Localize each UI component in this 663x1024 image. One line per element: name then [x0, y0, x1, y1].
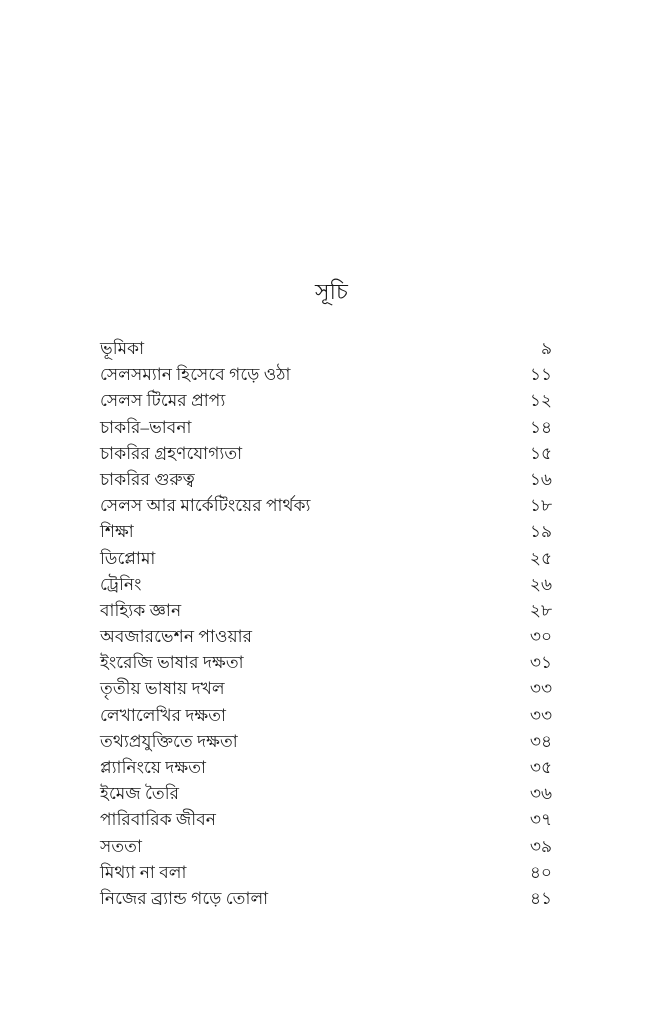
toc-entry-title: সেলস টিমের প্রাপ্য	[100, 391, 226, 411]
toc-entry-page-number: ৯	[540, 339, 552, 358]
toc-entry[interactable]	[100, 650, 552, 676]
toc-entry-page-number: ১৮	[529, 496, 552, 516]
toc-entry[interactable]	[100, 362, 552, 388]
toc-entry[interactable]	[100, 467, 552, 493]
toc-entry[interactable]	[100, 493, 552, 519]
toc-entry[interactable]	[100, 336, 552, 362]
toc-entry-page-number: ১৫	[529, 443, 552, 463]
toc-entry[interactable]	[100, 807, 552, 833]
toc-entry[interactable]	[100, 572, 552, 598]
toc-entry[interactable]	[100, 415, 552, 441]
toc-entry[interactable]	[100, 388, 552, 414]
toc-entry-page-number: ৩৫	[529, 758, 552, 777]
toc-entry-title: ডিপ্লোমা	[100, 548, 156, 568]
toc-entry[interactable]	[100, 755, 552, 781]
toc-entry-title: বাহ্যিক জ্ঞান	[100, 600, 182, 620]
toc-entry-title: সততা	[100, 836, 142, 856]
toc-entry-page-number: ১২	[529, 391, 552, 411]
toc-entry[interactable]	[100, 441, 552, 467]
table-of-contents-list	[100, 336, 552, 912]
toc-entry-title: চাকরির গুরুত্ব	[100, 469, 195, 489]
toc-entry-page-number: ১৬	[529, 469, 552, 489]
toc-entry-title: চাকরির গ্রহণযোগ্যতা	[100, 443, 243, 463]
toc-entry-page-number: ১৪	[529, 417, 552, 437]
toc-entry-page-number: ৩৯	[529, 836, 552, 856]
toc-entry[interactable]	[100, 781, 552, 807]
toc-entry[interactable]	[100, 519, 552, 545]
toc-entry-page-number: ৩৪	[529, 731, 552, 751]
toc-entry-title: প্ল্যানিংয়ে দক্ষতা	[100, 758, 206, 777]
toc-entry-page-number: ২৬	[529, 574, 552, 594]
page-title: সূচি	[314, 279, 349, 304]
toc-entry-title: শিক্ষা	[100, 522, 134, 542]
toc-entry-title: ভূমিকা	[100, 339, 145, 358]
toc-entry-page-number: ১১	[529, 365, 552, 385]
toc-entry-title: তৃতীয় ভাষায় দখল	[100, 679, 225, 699]
toc-entry-page-number: ৪১	[529, 888, 552, 908]
toc-entry-page-number: ৩৬	[529, 784, 552, 804]
toc-entry-title: ট্রেনিং	[100, 574, 142, 594]
toc-entry-page-number: ৩৭	[529, 810, 552, 830]
toc-entry-title: নিজের ব্র্যান্ড গড়ে তোলা	[100, 888, 269, 908]
toc-entry-title: সেলস আর মার্কেটিংয়ের পার্থক্য	[100, 496, 311, 516]
toc-entry[interactable]	[100, 834, 552, 860]
toc-entry-title: মিথ্যা না বলা	[100, 862, 187, 882]
toc-entry[interactable]	[100, 703, 552, 729]
toc-entry-page-number: ২৫	[529, 548, 552, 568]
toc-entry-title: চাকরি–ভাবনা	[100, 417, 192, 437]
toc-entry-title: লেখালেখির দক্ষতা	[100, 705, 227, 725]
toc-entry-page-number: ৩৩	[529, 679, 552, 699]
toc-entry[interactable]	[100, 598, 552, 624]
toc-entry-page-number: ২৮	[529, 600, 552, 620]
toc-entry-page-number: ৩৩	[529, 705, 552, 725]
toc-entry-title: ইমেজ তৈরি	[100, 784, 180, 804]
toc-entry[interactable]	[100, 860, 552, 886]
toc-entry-title: সেলসম্যান হিসেবে গড়ে ওঠা	[100, 365, 291, 385]
toc-entry-page-number: ৪০	[529, 862, 552, 882]
toc-entry[interactable]	[100, 886, 552, 912]
toc-entry[interactable]	[100, 546, 552, 572]
toc-entry-title: তথ্যপ্রযুক্তিতে দক্ষতা	[100, 731, 238, 751]
toc-entry[interactable]	[100, 676, 552, 702]
toc-entry-title: ইংরেজি ভাষার দক্ষতা	[100, 653, 244, 673]
toc-entry-title: অবজারভেশন পাওয়ার	[100, 627, 253, 647]
toc-entry-title: পারিবারিক জীবন	[100, 810, 217, 830]
toc-entry[interactable]	[100, 729, 552, 755]
toc-entry-page-number: ১৯	[529, 522, 552, 542]
toc-entry-page-number: ৩১	[529, 653, 552, 673]
toc-entry[interactable]	[100, 624, 552, 650]
toc-entry-page-number: ৩০	[529, 627, 552, 647]
